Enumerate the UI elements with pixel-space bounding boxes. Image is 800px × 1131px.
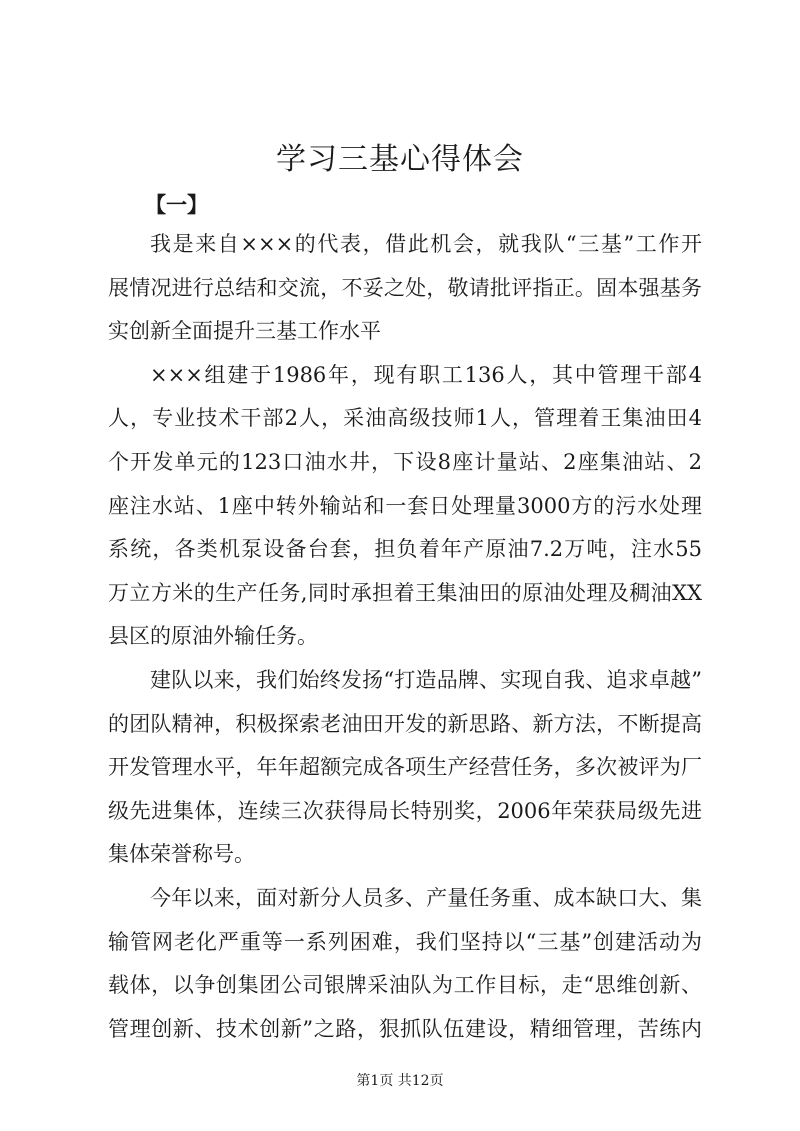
- text-line: 集体荣誉称号。: [108, 842, 255, 867]
- text-line: 开发管理水平，年年超额完成各项生产经营任务，多次被评为厂: [108, 755, 702, 780]
- paragraph: [108, 877, 702, 1051]
- text-line: 实创新全面提升三基工作水平: [108, 319, 381, 344]
- text-line: ×××组建于1986年，现有职工136人，其中管理干部4: [150, 362, 702, 387]
- section-heading: 【一】: [145, 192, 208, 217]
- text-line: 输管网老化严重等一系列困难，我们坚持以“三基”创建活动为: [108, 929, 702, 954]
- paragraph: [108, 223, 702, 354]
- text-line: 县区的原油外输任务。: [108, 624, 318, 649]
- text-line: 系统，各类机泵设备台套，担负着年产原油7.2万吨，注水55: [108, 537, 702, 562]
- text-line: 级先进集体，连续三次获得局长特别奖，2006年荣获局级先进: [108, 798, 702, 823]
- text-line: 我是来自×××的代表，借此机会，就我队“三基”工作开: [150, 232, 702, 256]
- paragraph: [108, 354, 702, 659]
- text-line: 座注水站、1座中转外输站和一套日处理量3000方的污水处理: [108, 493, 702, 518]
- text-line: 展情况进行总结和交流，不妥之处，敬请批评指正。固本强基务: [108, 275, 702, 300]
- paragraph: [108, 659, 702, 877]
- text-line: 万立方米的生产任务,同时承担着王集油田的原油处理及稠油XX: [108, 580, 702, 605]
- text-line: 建队以来，我们始终发扬“打造品牌、实现自我、追求卓越”: [150, 667, 702, 692]
- text-line: 人，专业技术干部2人，采油高级技师1人，管理着王集油田4: [108, 406, 702, 431]
- text-line: 的团队精神，积极探索老油田开发的新思路、新方法，不断提高: [108, 711, 702, 736]
- text-line: 载体，以争创集团公司银牌采油队为工作目标，走“思维创新、: [108, 973, 702, 998]
- text-line: 今年以来，面对新分人员多、产量任务重、成本缺口大、集: [150, 885, 702, 910]
- document-title: 学习三基心得体会: [276, 142, 524, 177]
- text-line: 个开发单元的123口油水井，下设8座计量站、2座集油站、2: [108, 449, 702, 474]
- text-line: 管理创新、技术创新”之路，狠抓队伍建设，精细管理，苦练内: [108, 1016, 702, 1041]
- document-body: [108, 223, 702, 1051]
- page-footer: 第1页 共12页: [356, 1073, 444, 1089]
